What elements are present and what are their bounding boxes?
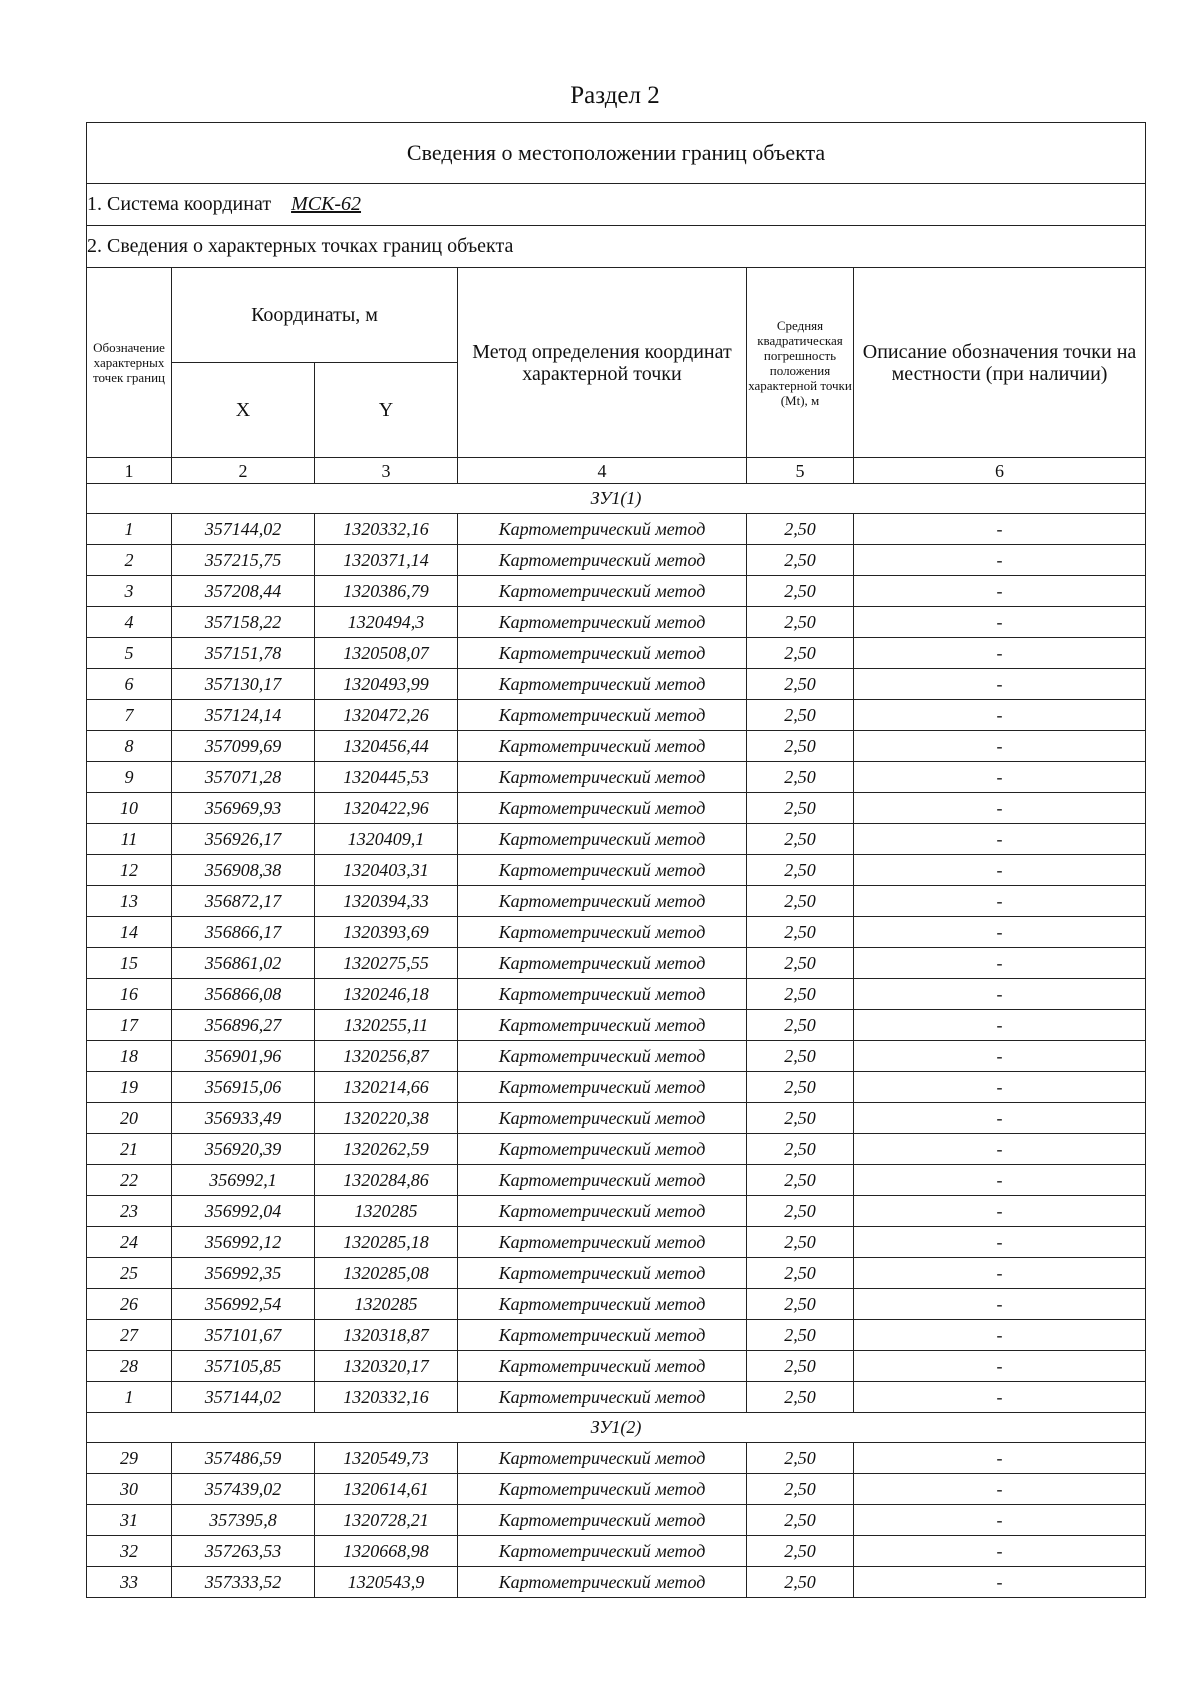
page-title: Раздел 2 (570, 82, 660, 109)
x-cell: 357263,53 (172, 1536, 315, 1567)
point-number-cell: 3 (87, 576, 172, 607)
description-cell: - (854, 1227, 1146, 1258)
description-cell: - (854, 1351, 1146, 1382)
y-cell: 1320220,38 (315, 1103, 458, 1134)
y-cell: 1320668,98 (315, 1536, 458, 1567)
coord-system-value: МСК-62 (291, 193, 362, 215)
accuracy-cell: 2,50 (747, 576, 854, 607)
table-row (87, 731, 1146, 762)
points-header: 2. Сведения о характерных точках границ объекта (87, 226, 1146, 268)
accuracy-cell: 2,50 (747, 1382, 854, 1413)
method-cell: Картометрический метод (458, 793, 747, 824)
description-cell: - (854, 1289, 1146, 1320)
y-cell: 1320318,87 (315, 1320, 458, 1351)
y-cell: 1320472,26 (315, 700, 458, 731)
table-row (87, 1289, 1146, 1320)
y-cell: 1320285,08 (315, 1258, 458, 1289)
point-number-cell: 9 (87, 762, 172, 793)
table-row (87, 545, 1146, 576)
table-row (87, 1567, 1146, 1598)
y-cell: 1320371,14 (315, 545, 458, 576)
description-cell: - (854, 948, 1146, 979)
x-cell: 357395,8 (172, 1505, 315, 1536)
description-cell: - (854, 1196, 1146, 1227)
x-cell: 356992,1 (172, 1165, 315, 1196)
accuracy-cell: 2,50 (747, 545, 854, 576)
method-cell: Картометрический метод (458, 1165, 747, 1196)
section-row (87, 484, 1146, 514)
point-number-cell: 8 (87, 731, 172, 762)
description-cell: - (854, 1443, 1146, 1474)
method-cell: Картометрический метод (458, 1443, 747, 1474)
table-row (87, 669, 1146, 700)
method-cell: Картометрический метод (458, 1505, 747, 1536)
table-row (87, 1505, 1146, 1536)
x-cell: 357333,52 (172, 1567, 315, 1598)
accuracy-cell: 2,50 (747, 607, 854, 638)
x-cell: 357101,67 (172, 1320, 315, 1351)
section-name: ЗУ1(2) (87, 1413, 1146, 1443)
x-cell: 356861,02 (172, 948, 315, 979)
table-row (87, 1320, 1146, 1351)
y-cell: 1320262,59 (315, 1134, 458, 1165)
method-cell: Картометрический метод (458, 917, 747, 948)
y-cell: 1320543,9 (315, 1567, 458, 1598)
method-cell: Картометрический метод (458, 669, 747, 700)
table-row (87, 1443, 1146, 1474)
y-cell: 1320255,11 (315, 1010, 458, 1041)
x-cell: 357105,85 (172, 1351, 315, 1382)
col-method-header: Метод определения координат характерной точки (458, 268, 747, 458)
accuracy-cell: 2,50 (747, 638, 854, 669)
section-name: ЗУ1(1) (87, 484, 1146, 514)
x-cell: 357215,75 (172, 545, 315, 576)
description-cell: - (854, 1134, 1146, 1165)
x-cell: 356915,06 (172, 1072, 315, 1103)
method-cell: Картометрический метод (458, 1196, 747, 1227)
table-row (87, 886, 1146, 917)
y-cell: 1320332,16 (315, 1382, 458, 1413)
x-cell: 356896,27 (172, 1010, 315, 1041)
point-number-cell: 7 (87, 700, 172, 731)
method-cell: Картометрический метод (458, 1041, 747, 1072)
accuracy-cell: 2,50 (747, 1196, 854, 1227)
table-row (87, 1474, 1146, 1505)
description-cell: - (854, 1505, 1146, 1536)
x-cell: 357439,02 (172, 1474, 315, 1505)
col-description-header: Описание обозначения точки на местности (при наличии) (854, 268, 1146, 458)
accuracy-cell: 2,50 (747, 1134, 854, 1165)
method-cell: Картометрический метод (458, 1536, 747, 1567)
method-cell: Картометрический метод (458, 731, 747, 762)
table-row (87, 1351, 1146, 1382)
method-cell: Картометрический метод (458, 1072, 747, 1103)
point-number-cell: 10 (87, 793, 172, 824)
y-cell: 1320456,44 (315, 731, 458, 762)
table-row (87, 1196, 1146, 1227)
table-row (87, 700, 1146, 731)
y-cell: 1320246,18 (315, 979, 458, 1010)
point-number-cell: 13 (87, 886, 172, 917)
method-cell: Картометрический метод (458, 1227, 747, 1258)
table-row (87, 855, 1146, 886)
y-cell: 1320275,55 (315, 948, 458, 979)
accuracy-cell: 2,50 (747, 1165, 854, 1196)
object-header: Сведения о местоположении границ объекта (87, 123, 1146, 184)
point-number-cell: 5 (87, 638, 172, 669)
accuracy-cell: 2,50 (747, 917, 854, 948)
table-row (87, 576, 1146, 607)
description-cell: - (854, 1103, 1146, 1134)
y-cell: 1320614,61 (315, 1474, 458, 1505)
point-number-cell: 30 (87, 1474, 172, 1505)
accuracy-cell: 2,50 (747, 514, 854, 545)
accuracy-cell: 2,50 (747, 1474, 854, 1505)
x-cell: 357158,22 (172, 607, 315, 638)
col-point-designation-header: Обозначение характерных точек границ (87, 268, 172, 458)
description-cell: - (854, 607, 1146, 638)
method-cell: Картометрический метод (458, 545, 747, 576)
table-row (87, 917, 1146, 948)
y-cell: 1320386,79 (315, 576, 458, 607)
method-cell: Картометрический метод (458, 1474, 747, 1505)
x-cell: 356992,54 (172, 1289, 315, 1320)
accuracy-cell: 2,50 (747, 1258, 854, 1289)
description-cell: - (854, 700, 1146, 731)
point-number-cell: 20 (87, 1103, 172, 1134)
accuracy-cell: 2,50 (747, 1010, 854, 1041)
description-cell: - (854, 886, 1146, 917)
accuracy-cell: 2,50 (747, 1072, 854, 1103)
y-cell: 1320445,53 (315, 762, 458, 793)
point-number-cell: 15 (87, 948, 172, 979)
x-cell: 356920,39 (172, 1134, 315, 1165)
table-row (87, 762, 1146, 793)
col-number: 1 (87, 458, 172, 484)
table-row (87, 824, 1146, 855)
description-cell: - (854, 1165, 1146, 1196)
x-cell: 357130,17 (172, 669, 315, 700)
accuracy-cell: 2,50 (747, 669, 854, 700)
point-number-cell: 21 (87, 1134, 172, 1165)
description-cell: - (854, 917, 1146, 948)
x-cell: 356901,96 (172, 1041, 315, 1072)
method-cell: Картометрический метод (458, 1351, 747, 1382)
accuracy-cell: 2,50 (747, 1103, 854, 1134)
method-cell: Картометрический метод (458, 979, 747, 1010)
y-cell: 1320494,3 (315, 607, 458, 638)
method-cell: Картометрический метод (458, 1258, 747, 1289)
accuracy-cell: 2,50 (747, 731, 854, 762)
y-cell: 1320508,07 (315, 638, 458, 669)
x-cell: 357099,69 (172, 731, 315, 762)
accuracy-cell: 2,50 (747, 1536, 854, 1567)
method-cell: Картометрический метод (458, 700, 747, 731)
x-cell: 356926,17 (172, 824, 315, 855)
accuracy-cell: 2,50 (747, 1227, 854, 1258)
point-number-cell: 19 (87, 1072, 172, 1103)
point-number-cell: 32 (87, 1536, 172, 1567)
table-row (87, 1536, 1146, 1567)
table-row (87, 514, 1146, 545)
description-cell: - (854, 1320, 1146, 1351)
x-cell: 356908,38 (172, 855, 315, 886)
x-cell: 356872,17 (172, 886, 315, 917)
y-cell: 1320320,17 (315, 1351, 458, 1382)
method-cell: Картометрический метод (458, 1567, 747, 1598)
section-row (87, 1413, 1146, 1443)
description-cell: - (854, 576, 1146, 607)
description-cell: - (854, 545, 1146, 576)
x-cell: 357124,14 (172, 700, 315, 731)
x-cell: 357071,28 (172, 762, 315, 793)
method-cell: Картометрический метод (458, 824, 747, 855)
description-cell: - (854, 1567, 1146, 1598)
point-number-cell: 4 (87, 607, 172, 638)
point-number-cell: 11 (87, 824, 172, 855)
description-cell: - (854, 1010, 1146, 1041)
point-number-cell: 29 (87, 1443, 172, 1474)
y-cell: 1320394,33 (315, 886, 458, 917)
point-number-cell: 23 (87, 1196, 172, 1227)
accuracy-cell: 2,50 (747, 793, 854, 824)
accuracy-cell: 2,50 (747, 886, 854, 917)
col-accuracy-header: Средняя квадратическая погрешность положения характерной точки (Mt), м (747, 268, 854, 458)
description-cell: - (854, 1041, 1146, 1072)
point-number-cell: 16 (87, 979, 172, 1010)
y-cell: 1320332,16 (315, 514, 458, 545)
point-number-cell: 1 (87, 514, 172, 545)
table-row (87, 1382, 1146, 1413)
accuracy-cell: 2,50 (747, 1567, 854, 1598)
col-number: 3 (315, 458, 458, 484)
boundary-table (86, 122, 1146, 1598)
description-cell: - (854, 731, 1146, 762)
col-number: 6 (854, 458, 1146, 484)
col-number: 4 (458, 458, 747, 484)
coord-system-label: 1. Система координат (87, 193, 272, 215)
point-number-cell: 17 (87, 1010, 172, 1041)
method-cell: Картометрический метод (458, 1289, 747, 1320)
description-cell: - (854, 1258, 1146, 1289)
method-cell: Картометрический метод (458, 762, 747, 793)
x-cell: 357486,59 (172, 1443, 315, 1474)
table-row (87, 1134, 1146, 1165)
y-cell: 1320285 (315, 1289, 458, 1320)
method-cell: Картометрический метод (458, 855, 747, 886)
col-x-header: X (172, 363, 315, 458)
description-cell: - (854, 1536, 1146, 1567)
coord-system-row (87, 184, 1146, 226)
point-number-cell: 1 (87, 1382, 172, 1413)
description-cell: - (854, 1072, 1146, 1103)
description-cell: - (854, 1382, 1146, 1413)
y-cell: 1320256,87 (315, 1041, 458, 1072)
y-cell: 1320285 (315, 1196, 458, 1227)
y-cell: 1320393,69 (315, 917, 458, 948)
method-cell: Картометрический метод (458, 1134, 747, 1165)
accuracy-cell: 2,50 (747, 1041, 854, 1072)
point-number-cell: 33 (87, 1567, 172, 1598)
method-cell: Картометрический метод (458, 576, 747, 607)
description-cell: - (854, 1474, 1146, 1505)
col-number: 2 (172, 458, 315, 484)
point-number-cell: 18 (87, 1041, 172, 1072)
col-coordinates-header: Координаты, м (172, 268, 458, 363)
description-cell: - (854, 979, 1146, 1010)
table-row (87, 793, 1146, 824)
point-number-cell: 14 (87, 917, 172, 948)
accuracy-cell: 2,50 (747, 979, 854, 1010)
method-cell: Картометрический метод (458, 1320, 747, 1351)
description-cell: - (854, 824, 1146, 855)
point-number-cell: 22 (87, 1165, 172, 1196)
method-cell: Картометрический метод (458, 1103, 747, 1134)
table-row (87, 1227, 1146, 1258)
accuracy-cell: 2,50 (747, 700, 854, 731)
table-row (87, 1103, 1146, 1134)
accuracy-cell: 2,50 (747, 948, 854, 979)
accuracy-cell: 2,50 (747, 824, 854, 855)
point-number-cell: 6 (87, 669, 172, 700)
description-cell: - (854, 855, 1146, 886)
method-cell: Картометрический метод (458, 1382, 747, 1413)
method-cell: Картометрический метод (458, 607, 747, 638)
accuracy-cell: 2,50 (747, 762, 854, 793)
y-cell: 1320403,31 (315, 855, 458, 886)
method-cell: Картометрический метод (458, 886, 747, 917)
accuracy-cell: 2,50 (747, 1505, 854, 1536)
table-row (87, 607, 1146, 638)
description-cell: - (854, 669, 1146, 700)
accuracy-cell: 2,50 (747, 1443, 854, 1474)
y-cell: 1320285,18 (315, 1227, 458, 1258)
y-cell: 1320549,73 (315, 1443, 458, 1474)
point-number-cell: 24 (87, 1227, 172, 1258)
description-cell: - (854, 514, 1146, 545)
method-cell: Картометрический метод (458, 514, 747, 545)
x-cell: 356933,49 (172, 1103, 315, 1134)
accuracy-cell: 2,50 (747, 1320, 854, 1351)
point-number-cell: 2 (87, 545, 172, 576)
x-cell: 357208,44 (172, 576, 315, 607)
col-number: 5 (747, 458, 854, 484)
table-row (87, 948, 1146, 979)
point-number-cell: 12 (87, 855, 172, 886)
method-cell: Картометрический метод (458, 638, 747, 669)
point-number-cell: 27 (87, 1320, 172, 1351)
description-cell: - (854, 762, 1146, 793)
method-cell: Картометрический метод (458, 1010, 747, 1041)
y-cell: 1320422,96 (315, 793, 458, 824)
table-row (87, 1010, 1146, 1041)
x-cell: 356866,17 (172, 917, 315, 948)
description-cell: - (854, 638, 1146, 669)
x-cell: 356992,35 (172, 1258, 315, 1289)
table-row (87, 638, 1146, 669)
y-cell: 1320493,99 (315, 669, 458, 700)
x-cell: 356969,93 (172, 793, 315, 824)
y-cell: 1320728,21 (315, 1505, 458, 1536)
col-y-header: Y (315, 363, 458, 458)
y-cell: 1320409,1 (315, 824, 458, 855)
table-row (87, 1041, 1146, 1072)
y-cell: 1320284,86 (315, 1165, 458, 1196)
x-cell: 357144,02 (172, 1382, 315, 1413)
point-number-cell: 28 (87, 1351, 172, 1382)
point-number-cell: 31 (87, 1505, 172, 1536)
accuracy-cell: 2,50 (747, 855, 854, 886)
x-cell: 357144,02 (172, 514, 315, 545)
table-row (87, 1165, 1146, 1196)
accuracy-cell: 2,50 (747, 1289, 854, 1320)
x-cell: 356992,12 (172, 1227, 315, 1258)
description-cell: - (854, 793, 1146, 824)
x-cell: 356992,04 (172, 1196, 315, 1227)
x-cell: 356866,08 (172, 979, 315, 1010)
table-row (87, 1258, 1146, 1289)
point-number-cell: 26 (87, 1289, 172, 1320)
table-row (87, 1072, 1146, 1103)
x-cell: 357151,78 (172, 638, 315, 669)
accuracy-cell: 2,50 (747, 1351, 854, 1382)
method-cell: Картометрический метод (458, 948, 747, 979)
table-row (87, 979, 1146, 1010)
y-cell: 1320214,66 (315, 1072, 458, 1103)
point-number-cell: 25 (87, 1258, 172, 1289)
